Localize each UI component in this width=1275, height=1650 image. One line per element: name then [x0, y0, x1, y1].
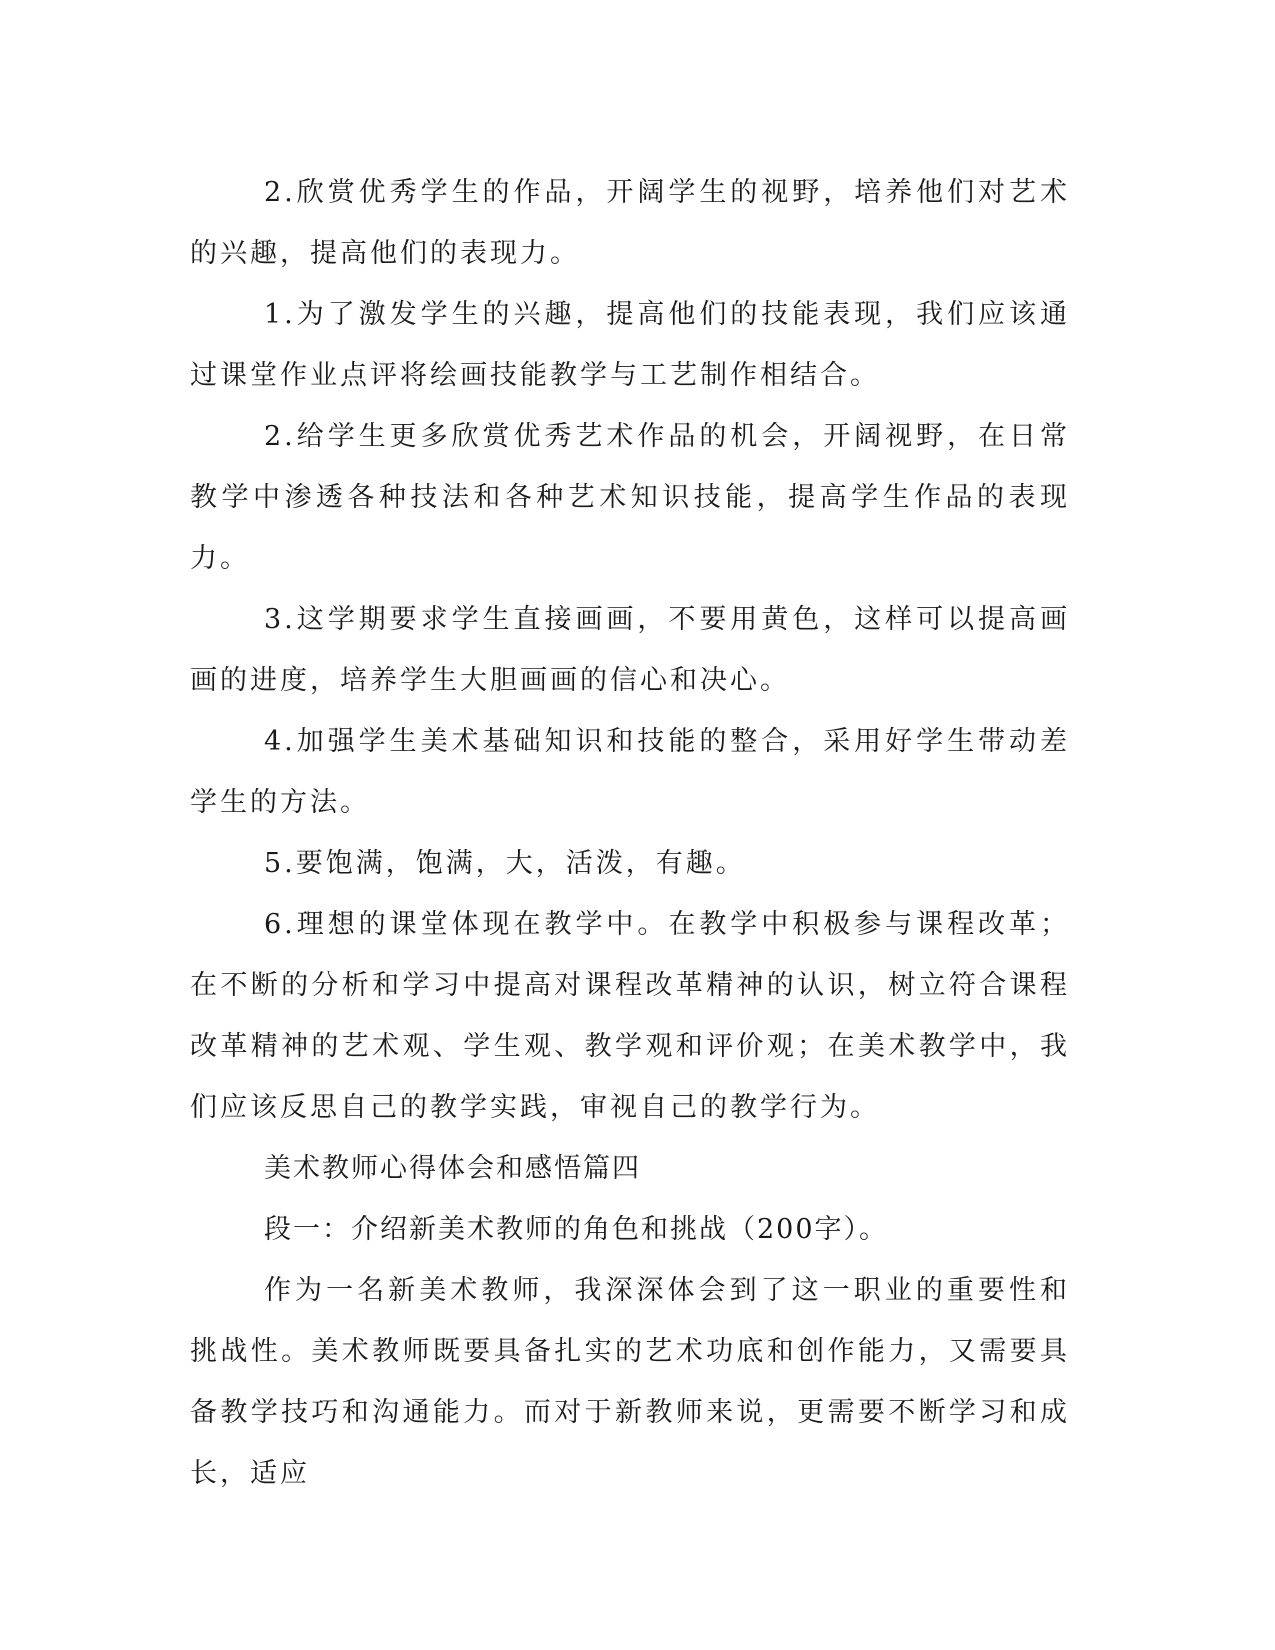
paragraph-measure-5: 5.要饱满，饱满，大，活泼，有趣。 [264, 848, 746, 879]
section-subtitle: 段一：介绍新美术教师的角色和挑战（200字）。 [264, 1214, 889, 1245]
paragraph-measure-1: 1.为了激发学生的兴趣，提高他们的技能表现，我们应该通过课堂作业点评将绘画技能教学与工艺制作相结合。 [190, 299, 1070, 391]
paragraph-measure-6: 6.理想的课堂体现在教学中。在教学中积极参与课程改革；在不断的分析和学习中提高对课程改革精神的认识，树立符合课程改革精神的艺术观、学生观、教学观和评价观；在美术教学中，我们应该反思自己的教学实践，审视自己的教学行为。 [190, 909, 1070, 1123]
paragraph-measure-3: 3.这学期要求学生直接画画，不要用黄色，这样可以提高画画的进度，培养学生大胆画画的信心和决心。 [190, 604, 1070, 696]
document-page [190, 162, 1070, 1504]
paragraph-intro: 作为一名新美术教师，我深深体会到了这一职业的重要性和挑战性。美术教师既要具备扎实的艺术功底和创作能力，又需要具备教学技巧和沟通能力。而对于新教师来说，更需要不断学习和成长，适应 [190, 1275, 1070, 1489]
paragraph-appreciate-works: 2.欣赏优秀学生的作品，开阔学生的视野，培养他们对艺术的兴趣，提高他们的表现力。 [190, 177, 1070, 269]
section-title: 美术教师心得体会和感悟篇四 [264, 1153, 641, 1184]
paragraph-measure-4: 4.加强学生美术基础知识和技能的整合，采用好学生带动差学生的方法。 [190, 726, 1070, 818]
paragraph-measure-2: 2.给学生更多欣赏优秀艺术作品的机会，开阔视野，在日常教学中渗透各种技法和各种艺术知识技能，提高学生作品的表现力。 [190, 421, 1070, 574]
